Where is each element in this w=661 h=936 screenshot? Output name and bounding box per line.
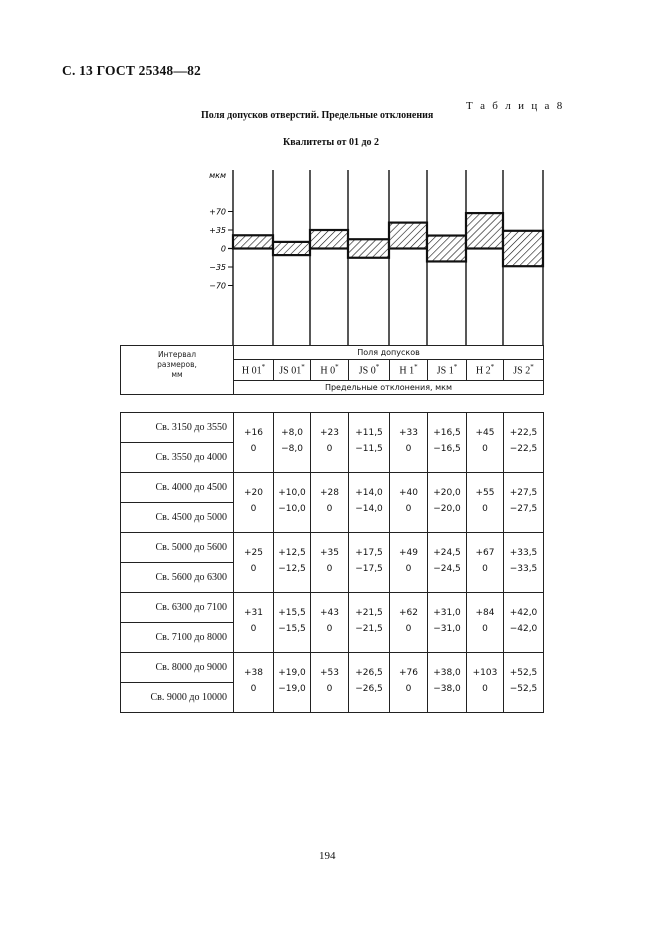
upper-deviation: +23	[320, 428, 339, 438]
deviation-cell	[390, 473, 428, 533]
upper-deviation: +27,5	[509, 488, 538, 498]
upper-deviation: +76	[399, 668, 418, 678]
size-range: Св. 4500 до 5000	[121, 503, 234, 533]
upper-deviation: +25	[244, 548, 263, 558]
header-gap	[121, 395, 544, 413]
tolerance-box-js1	[427, 236, 466, 262]
interval-header-line: мм	[171, 370, 183, 379]
diagram-tick-label-4: −70	[209, 281, 226, 291]
upper-deviation: +15,5	[278, 608, 306, 618]
diagram-tick-label-1: +35	[209, 226, 226, 235]
deviation-cell	[504, 593, 544, 653]
upper-deviation: +38,0	[433, 668, 461, 678]
deviation-cell	[390, 413, 428, 473]
lower-deviation: −14,0	[355, 504, 383, 514]
tolerance-box-h0	[310, 230, 348, 249]
field-header	[311, 360, 349, 381]
field-mark: *	[453, 363, 458, 372]
deviation-cell	[390, 593, 428, 653]
lower-deviation: −17,5	[355, 564, 383, 574]
deviation-cell	[234, 593, 274, 653]
deviation-cell	[467, 413, 504, 473]
lower-deviation: 0	[326, 444, 333, 454]
size-range: Св. 7100 до 8000	[121, 623, 234, 653]
lower-deviation: −22,5	[509, 444, 538, 454]
lower-deviation: 0	[482, 624, 488, 634]
tolerance-box-h01	[233, 235, 273, 248]
field-mark: *	[490, 363, 495, 372]
size-range: Св. 9000 до 10000	[121, 683, 234, 713]
field-header	[467, 360, 504, 381]
field-name: JS 0	[358, 365, 376, 377]
deviation-cell	[234, 653, 274, 713]
interval-header	[121, 346, 234, 395]
upper-deviation: +33	[399, 428, 418, 438]
upper-deviation: +26,5	[355, 668, 383, 678]
deviation-cell	[234, 473, 274, 533]
table-row	[121, 533, 544, 563]
size-range: Св. 4000 до 4500	[121, 473, 234, 503]
deviation-cell	[428, 413, 467, 473]
upper-deviation: +84	[475, 608, 495, 618]
field-name: H 0	[320, 365, 336, 377]
upper-deviation: +49	[399, 548, 418, 558]
table-title: Поля допусков отверстий. Предельные отклонения	[201, 110, 434, 121]
lower-deviation: 0	[405, 564, 412, 574]
lower-deviation: −16,5	[433, 444, 461, 454]
lower-deviation: −33,5	[509, 564, 538, 574]
field-header	[274, 360, 311, 381]
deviation-cell	[467, 593, 504, 653]
field-header	[390, 360, 428, 381]
upper-deviation: +42,0	[509, 608, 538, 618]
lower-deviation: −8,0	[281, 444, 303, 454]
tolerance-box-js0	[348, 239, 389, 258]
upper-deviation: +14,0	[355, 488, 383, 498]
diagram-tick-label-2: 0	[220, 244, 226, 254]
deviation-cell	[428, 653, 467, 713]
lower-deviation: 0	[482, 504, 488, 514]
field-header	[349, 360, 390, 381]
size-range: Св. 3150 до 3550	[121, 413, 234, 443]
interval-header-line: размеров,	[157, 360, 197, 369]
lower-deviation: 0	[326, 624, 333, 634]
deviation-cell	[504, 473, 544, 533]
field-mark: *	[261, 363, 266, 372]
interval-header-line: Интервал	[157, 350, 197, 359]
field-name: JS 01	[279, 365, 302, 377]
lower-deviation: −31,0	[433, 624, 461, 634]
deviation-cell	[467, 533, 504, 593]
upper-deviation: +12,5	[278, 548, 306, 558]
lower-deviation: 0	[405, 624, 412, 634]
deviations-table	[120, 345, 544, 713]
upper-deviation: +31,0	[433, 608, 461, 618]
upper-deviation: +55	[475, 488, 495, 498]
field-name: H 1	[399, 365, 415, 377]
deviation-cell	[311, 413, 349, 473]
field-header	[234, 360, 274, 381]
tolerance-box-js01	[273, 242, 310, 255]
page-header: С. 13 ГОСТ 25348—82	[62, 63, 201, 78]
lower-deviation: 0	[250, 444, 257, 454]
lower-deviation: −24,5	[433, 564, 461, 574]
deviation-cell	[274, 473, 311, 533]
deviation-cell	[234, 533, 274, 593]
diagram-unit-label: мкм	[209, 171, 226, 180]
size-range: Св. 5000 до 5600	[121, 533, 234, 563]
size-range: Св. 5600 до 6300	[121, 563, 234, 593]
deviation-cell	[311, 533, 349, 593]
lower-deviation: 0	[405, 444, 412, 454]
table-row	[121, 593, 544, 623]
lower-deviation: −42,0	[509, 624, 538, 634]
lower-deviation: 0	[482, 684, 488, 694]
size-range: Св. 6300 до 7100	[121, 593, 234, 623]
deviation-cell	[467, 653, 504, 713]
lower-deviation: −20,0	[433, 504, 461, 514]
diagram-tick-label-3: −35	[209, 263, 226, 272]
deviation-cell	[467, 473, 504, 533]
upper-deviation: +22,5	[509, 428, 538, 438]
field-header	[428, 360, 467, 381]
upper-deviation: +40	[399, 488, 418, 498]
lower-deviation: −21,5	[355, 624, 383, 634]
upper-deviation: +10,0	[278, 488, 306, 498]
fields-header: Поля допусков	[234, 346, 544, 360]
deviation-cell	[274, 413, 311, 473]
table-row	[121, 653, 544, 683]
lower-deviation: 0	[405, 684, 412, 694]
diagram-boxes	[233, 213, 543, 266]
field-mark: *	[301, 363, 305, 372]
size-range: Св. 3550 до 4000	[121, 443, 234, 473]
upper-deviation: +20	[244, 488, 263, 498]
deviation-cell	[349, 533, 390, 593]
deviation-cell	[504, 533, 544, 593]
size-range: Св. 8000 до 9000	[121, 653, 234, 683]
deviation-cell	[274, 593, 311, 653]
field-name: JS 1	[436, 365, 454, 377]
upper-deviation: +53	[320, 668, 339, 678]
deviation-cell	[274, 653, 311, 713]
upper-deviation: +17,5	[355, 548, 383, 558]
lower-deviation: −38,0	[433, 684, 461, 694]
page-number: 194	[319, 850, 336, 862]
lower-deviation: 0	[326, 564, 333, 574]
table-row	[121, 413, 544, 443]
field-mark: *	[375, 363, 380, 372]
tolerance-box-js2	[503, 231, 543, 266]
upper-deviation: +8,0	[281, 428, 303, 438]
deviation-cell	[349, 413, 390, 473]
field-mark: *	[414, 363, 418, 372]
field-mark: *	[335, 363, 339, 372]
tolerance-box-h2	[466, 213, 503, 248]
upper-deviation: +103	[472, 668, 498, 678]
upper-deviation: +52,5	[509, 668, 538, 678]
upper-deviation: +62	[399, 608, 418, 618]
lower-deviation: −52,5	[509, 684, 538, 694]
deviation-cell	[349, 593, 390, 653]
deviation-cell	[504, 653, 544, 713]
table-subtitle: Квалитеты от 01 до 2	[283, 137, 380, 148]
deviation-cell	[428, 593, 467, 653]
deviation-cell	[349, 473, 390, 533]
upper-deviation: +16	[244, 428, 263, 438]
diagram-tick-label-0: +70	[209, 207, 226, 217]
upper-deviation: +16,5	[433, 428, 461, 438]
upper-deviation: +28	[320, 488, 339, 498]
lower-deviation: −12,5	[278, 564, 306, 574]
lower-deviation: 0	[250, 504, 257, 514]
upper-deviation: +67	[475, 548, 495, 558]
lower-deviation: 0	[326, 504, 333, 514]
lower-deviation: −27,5	[509, 504, 538, 514]
upper-deviation: +24,5	[433, 548, 461, 558]
upper-deviation: +19,0	[278, 668, 306, 678]
deviation-cell	[311, 473, 349, 533]
lower-deviation: 0	[326, 684, 333, 694]
upper-deviation: +38	[244, 668, 263, 678]
upper-deviation: +21,5	[355, 608, 383, 618]
field-header	[504, 360, 544, 381]
lower-deviation: −26,5	[355, 684, 383, 694]
deviation-cell	[274, 533, 311, 593]
field-name: H 2	[475, 365, 491, 377]
lower-deviation: 0	[482, 444, 488, 454]
upper-deviation: +11,5	[355, 428, 383, 438]
deviation-cell	[390, 653, 428, 713]
lower-deviation: 0	[250, 624, 257, 634]
tolerance-box-h1	[389, 223, 427, 249]
table-row	[121, 473, 544, 503]
deviation-cell	[349, 653, 390, 713]
lower-deviation: −10,0	[278, 504, 306, 514]
deviation-cell	[390, 533, 428, 593]
lower-deviation: 0	[250, 684, 257, 694]
upper-deviation: +33,5	[509, 548, 538, 558]
upper-deviation: +20,0	[433, 488, 461, 498]
deviation-cell	[311, 593, 349, 653]
field-name: H 01	[241, 365, 262, 377]
lower-deviation: −19,0	[278, 684, 306, 694]
field-name: JS 2	[513, 365, 531, 377]
field-mark: *	[530, 363, 534, 372]
deviation-cell	[428, 473, 467, 533]
lower-deviation: −15,5	[278, 624, 306, 634]
table-number: Т а б л и ц а 8	[466, 100, 565, 112]
lower-deviation: 0	[482, 564, 488, 574]
upper-deviation: +35	[320, 548, 339, 558]
lower-deviation: −11,5	[355, 444, 383, 454]
deviation-cell	[428, 533, 467, 593]
upper-deviation: +31	[244, 608, 263, 618]
lower-deviation: 0	[405, 504, 412, 514]
deviation-cell	[311, 653, 349, 713]
deviation-cell	[234, 413, 274, 473]
upper-deviation: +43	[320, 608, 339, 618]
upper-deviation: +45	[475, 428, 495, 438]
tolerance-diagram	[0, 0, 661, 360]
deviation-cell	[504, 413, 544, 473]
lower-deviation: 0	[250, 564, 257, 574]
deviations-header: Предельные отклонения, мкм	[234, 381, 544, 395]
